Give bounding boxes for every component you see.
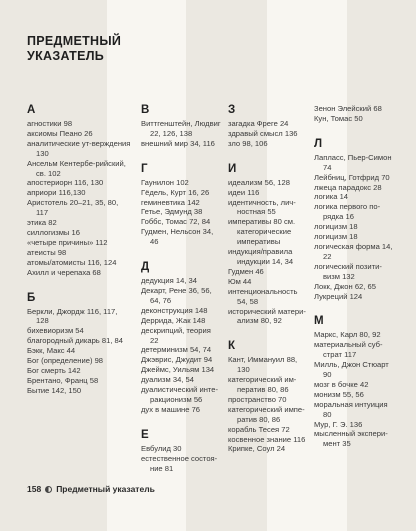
index-entry: Декарт, Рене 36, 56, 64, 76 — [141, 285, 212, 305]
index-entry: зло 98, 106 — [228, 138, 268, 148]
index-entry: Бэкк, Макс 44 — [27, 346, 76, 356]
index-entry: Лейбниц, Готфрид 70 — [314, 172, 390, 182]
index-entry: агностики 98 — [27, 119, 73, 128]
index-entry: Гетье, Эдмунд 38 — [141, 207, 203, 217]
index-entry: деконструкция 148 — [141, 305, 208, 315]
index-entry: дескрипций, теория 22 — [141, 325, 211, 345]
index-letter-heading: В — [141, 104, 150, 116]
index-entry: Ансельм Кентербе-рийский, св. 102 — [27, 158, 126, 178]
index-entry: индукция/правила индукции 14, 34 — [228, 247, 294, 266]
index-entry: атомы/атомисты 116, 124 — [27, 257, 117, 267]
index-entry: идентичность, лич-ностная 55 — [228, 197, 296, 217]
index-entry: Кант, Иммануил 88, 130 — [228, 355, 298, 375]
index-letter-heading: К — [228, 340, 236, 353]
index-entry: идеи 116 — [228, 187, 260, 197]
index-entry: исторический матери-ализм 80, 92 — [228, 306, 306, 326]
index-entry: Джеймс, Уильям 134 — [141, 365, 215, 375]
index-entry: атеисты 98 — [27, 247, 67, 257]
index-entry: категорический им-ператив 80, 86 — [228, 375, 297, 395]
index-entry: корабль Тесея 72 — [228, 424, 290, 434]
index-entry: мозг в бочке 42 — [314, 379, 369, 389]
index-entry: мысленный экспери-мент 35 — [314, 429, 388, 449]
index-entry: бихевиоризм 54 — [27, 326, 84, 336]
index-entry: загадка Фреге 24 — [228, 119, 289, 128]
index-entry: Бог смерть 142 — [27, 365, 81, 375]
index-entry: Зенон Элейский 68 — [314, 104, 382, 113]
index-entry: внешний мир 34, 116 — [141, 138, 215, 148]
index-letter-heading: И — [228, 162, 237, 175]
index-entry: логицизм 18 — [314, 232, 358, 242]
index-entry: апостериорн 116, 130 — [27, 178, 104, 188]
index-entry: логика 14 — [314, 192, 349, 202]
index-letter-heading: Л — [314, 137, 323, 150]
index-entry: императивы 80 см. категорические императивы — [228, 217, 296, 247]
index-letter-heading: Д — [141, 261, 150, 274]
index-entry: детерминизм 54, 74 — [141, 345, 212, 355]
index-entry: пространство 70 — [228, 394, 287, 404]
index-entry: логицизм 18 — [314, 222, 358, 232]
index-letter-heading: Е — [141, 428, 149, 441]
index-column-4 — [314, 104, 394, 449]
footer-section-title: Предметный указатель — [56, 484, 155, 494]
index-entry: Аристотель 20–21, 35, 80, 117 — [27, 198, 119, 218]
index-entry: Ахилл и черепаха 68 — [27, 267, 101, 277]
index-entry: Крипке, Соул 24 — [228, 444, 286, 454]
index-entry: логическая форма 14, 22 — [314, 241, 393, 261]
index-entry: дуалистический инте-ракционизм 56 — [141, 385, 219, 404]
index-column-3 — [228, 104, 308, 454]
title-line: ПРЕДМЕТНЫЙ — [27, 34, 122, 48]
index-entry: Джэврис, Джудит 94 — [141, 355, 213, 365]
index-entry: Гудмен 46 — [228, 266, 264, 276]
page-footer — [27, 484, 155, 494]
index-entry: Деррида, Жак 148 — [141, 315, 206, 325]
index-entry: естественное состоя-ние 81 — [141, 453, 218, 473]
index-entry: Лукреций 124 — [314, 291, 363, 301]
index-letter-heading: Г — [141, 162, 148, 175]
title-line: УКАЗАТЕЛЬ — [27, 49, 105, 63]
index-entry: аналитические ут-верждения 130 — [27, 138, 131, 158]
index-entry: этика 82 — [27, 218, 57, 228]
index-entry: Гудмен, Нельсон 34, 46 — [141, 227, 214, 247]
index-entry: Маркс, Карл 80, 92 — [314, 330, 381, 340]
index-entry: дух в машине 76 — [141, 404, 201, 414]
index-entry: монизм 55, 56 — [314, 389, 364, 399]
index-entry: Гоббс, Томас 72, 84 — [141, 217, 211, 227]
index-entry: Локк, Джон 62, 65 — [314, 281, 376, 291]
page-title — [27, 34, 121, 64]
index-entry: логический позити-визм 132 — [314, 261, 382, 281]
index-entry: «четыре причины» 112 — [27, 237, 108, 247]
index-entry: логика первого по-рядка 16 — [314, 202, 381, 222]
index-entry: Кун, Томас 50 — [314, 113, 363, 123]
index-entry: Милль, Джон Стюарт 90 — [314, 360, 389, 380]
index-entry: благородный дикарь 81, 84 — [27, 336, 123, 346]
index-entry: материальный суб-страт 117 — [314, 340, 383, 360]
page-number: 158 — [27, 484, 42, 494]
index-entry: дуализм 34, 54 — [141, 375, 194, 385]
index-entry: Брентано, Франц 58 — [27, 375, 99, 385]
index-entry: априори 116,130 — [27, 188, 86, 198]
index-entry: Евбулид 30 — [141, 443, 182, 453]
index-entry: Бытие 142, 150 — [27, 385, 82, 395]
index-entry: Виттгенштейн, Людвиг 22, 126, 138 — [141, 119, 221, 138]
index-letter-heading: З — [228, 104, 236, 116]
index-entry: здравый смысл 136 — [228, 128, 298, 138]
index-letter-heading: А — [27, 104, 36, 116]
index-entry: идеализм 56, 128 — [228, 177, 290, 187]
index-entry: силлогизмы 16 — [27, 227, 80, 237]
index-entry: моральная интуиция 80 — [314, 399, 388, 419]
index-entry: категорический импе-ратив 80, 86 — [228, 404, 305, 424]
index-entry: Лапласс, Пьер-Симон 74 — [314, 152, 392, 172]
index-entry: Беркли, Джордж 116, 117, 128 — [27, 306, 118, 326]
index-entry: Бог (определение) 98 — [27, 356, 104, 366]
half-circle-icon — [45, 486, 52, 493]
index-entry: аксиомы Пеано 26 — [27, 128, 93, 138]
index-entry: дедукция 14, 34 — [141, 276, 197, 286]
index-entry: Мур, Г. Э. 136 — [314, 419, 363, 429]
index-column-2 — [141, 104, 221, 473]
index-entry: лжеца парадокс 28 — [314, 182, 382, 192]
index-entry: геминевтика 142 — [141, 197, 200, 207]
index-column-1 — [27, 104, 132, 396]
index-entry: Юм 44 — [228, 276, 252, 286]
index-entry: Гёдель, Курт 16, 26 — [141, 187, 210, 197]
index-letter-heading: Б — [27, 291, 36, 304]
index-letter-heading: М — [314, 315, 324, 328]
index-entry: Гаунилон 102 — [141, 177, 189, 187]
index-entry: интенциональность 54, 58 — [228, 286, 298, 306]
index-entry: косвенное знание 116 — [228, 434, 306, 444]
